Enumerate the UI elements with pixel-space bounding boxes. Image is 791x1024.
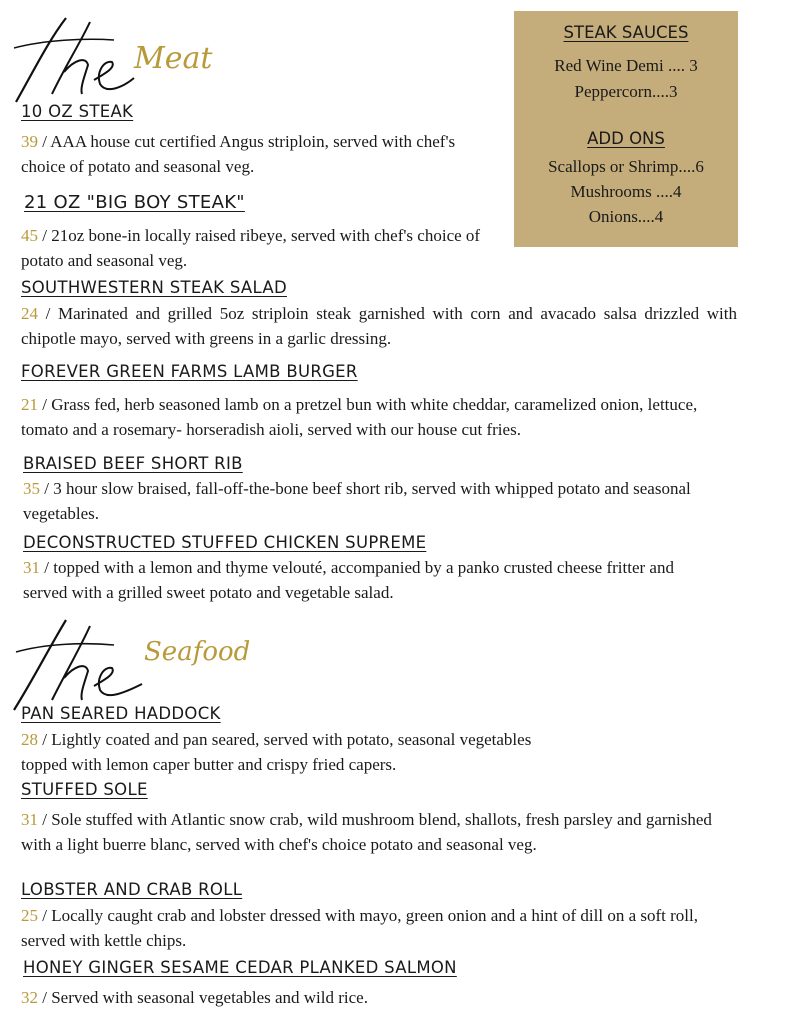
menu-item-title: STUFFED SOLE	[21, 780, 148, 799]
menu-item-title: 21 OZ "BIG BOY STEAK"	[24, 192, 245, 213]
seafood-script-word: Seafood	[144, 637, 251, 667]
menu-item-description	[23, 556, 703, 605]
menu-item-description	[21, 808, 733, 857]
item-price: 31	[21, 810, 38, 829]
menu-item-title: 10 OZ STEAK	[21, 102, 134, 121]
menu-item-title: SOUTHWESTERN STEAK SALAD	[21, 278, 287, 297]
item-price: 35	[23, 479, 40, 498]
steak-sauces-heading: STEAK SAUCES	[563, 23, 689, 42]
menu-item-title: HONEY GINGER SESAME CEDAR PLANKED SALMON	[23, 958, 457, 977]
sauces-addons-box	[514, 11, 738, 247]
menu-item-description	[21, 986, 737, 1011]
item-desc-text: / AAA house cut certified Angus striploin, served with chef's choice of potato and seasonal veg.	[21, 132, 456, 176]
sauce-item: Peppercorn....3	[574, 82, 678, 101]
menu-item-title: FOREVER GREEN FARMS LAMB BURGER	[21, 362, 358, 381]
menu-item-description	[21, 224, 513, 273]
seafood-section-logo	[4, 612, 304, 712]
menu-item-title: BRAISED BEEF SHORT RIB	[23, 454, 243, 473]
item-desc-text: / Grass fed, herb seasoned lamb on a pretzel bun with white cheddar, caramelized onion, lettuce, tomato and a rosemary- horseradish aioli, served with our house cut fries.	[21, 395, 698, 439]
menu-item-title: PAN SEARED HADDOCK	[21, 704, 221, 723]
item-price: 21	[21, 395, 38, 414]
menu-item-description	[23, 477, 723, 526]
sauce-item: Red Wine Demi .... 3	[554, 56, 698, 75]
menu-item-description	[21, 130, 481, 179]
item-desc-text: / 3 hour slow braised, fall-off-the-bone beef short rib, served with whipped potato and seasonal vegetables.	[23, 479, 691, 523]
item-price: 32	[21, 988, 38, 1007]
menu-item-title: DECONSTRUCTED STUFFED CHICKEN SUPREME	[23, 533, 427, 552]
item-desc-text: / Locally caught crab and lobster dressed with mayo, green onion and a hint of dill on a soft roll, served with kettle chips.	[21, 906, 698, 950]
item-price: 45	[21, 226, 38, 245]
addon-item: Scallops or Shrimp....6	[548, 157, 704, 176]
add-ons-heading: ADD ONS	[587, 129, 665, 148]
item-desc-text: / Marinated and grilled 5oz striploin steak garnished with corn and avacado salsa drizzled with chipotle mayo, served with greens in a garlic dressing.	[21, 304, 737, 348]
menu-item-description	[21, 393, 737, 442]
addon-item: Mushrooms ....4	[570, 182, 682, 201]
item-price: 28	[21, 730, 38, 749]
item-desc-text: / Lightly coated and pan seared, served with potato, seasonal vegetables topped with lemon caper butter and crispy fried capers.	[21, 730, 532, 774]
menu-item-description	[21, 728, 566, 777]
addon-item: Onions....4	[588, 207, 664, 226]
menu-item-description	[21, 302, 737, 351]
item-desc-text: / Served with seasonal vegetables and wild rice.	[38, 988, 368, 1007]
item-price: 24	[21, 304, 38, 323]
item-price: 25	[21, 906, 38, 925]
item-desc-text: / topped with a lemon and thyme velouté, accompanied by a panko crusted cheese fritter and served with a grilled sweet potato and vegetable salad.	[23, 558, 674, 602]
item-price: 39	[21, 132, 38, 151]
item-price: 31	[23, 558, 40, 577]
meat-section-logo	[4, 10, 254, 105]
item-desc-text: / 21oz bone-in locally raised ribeye, served with chef's choice of potato and seasonal veg.	[21, 226, 481, 270]
menu-item-title: LOBSTER AND CRAB ROLL	[21, 880, 243, 899]
the-script-logo-meat	[4, 10, 254, 105]
the-script-logo-seafood	[4, 612, 304, 712]
menu-item-description	[21, 904, 711, 953]
meat-script-word: Meat	[134, 41, 213, 76]
item-desc-text: / Sole stuffed with Atlantic snow crab, wild mushroom blend, shallots, fresh parsley and garnished with a light buerre blanc, served with chef's choice potato and seasonal veg.	[21, 810, 712, 854]
